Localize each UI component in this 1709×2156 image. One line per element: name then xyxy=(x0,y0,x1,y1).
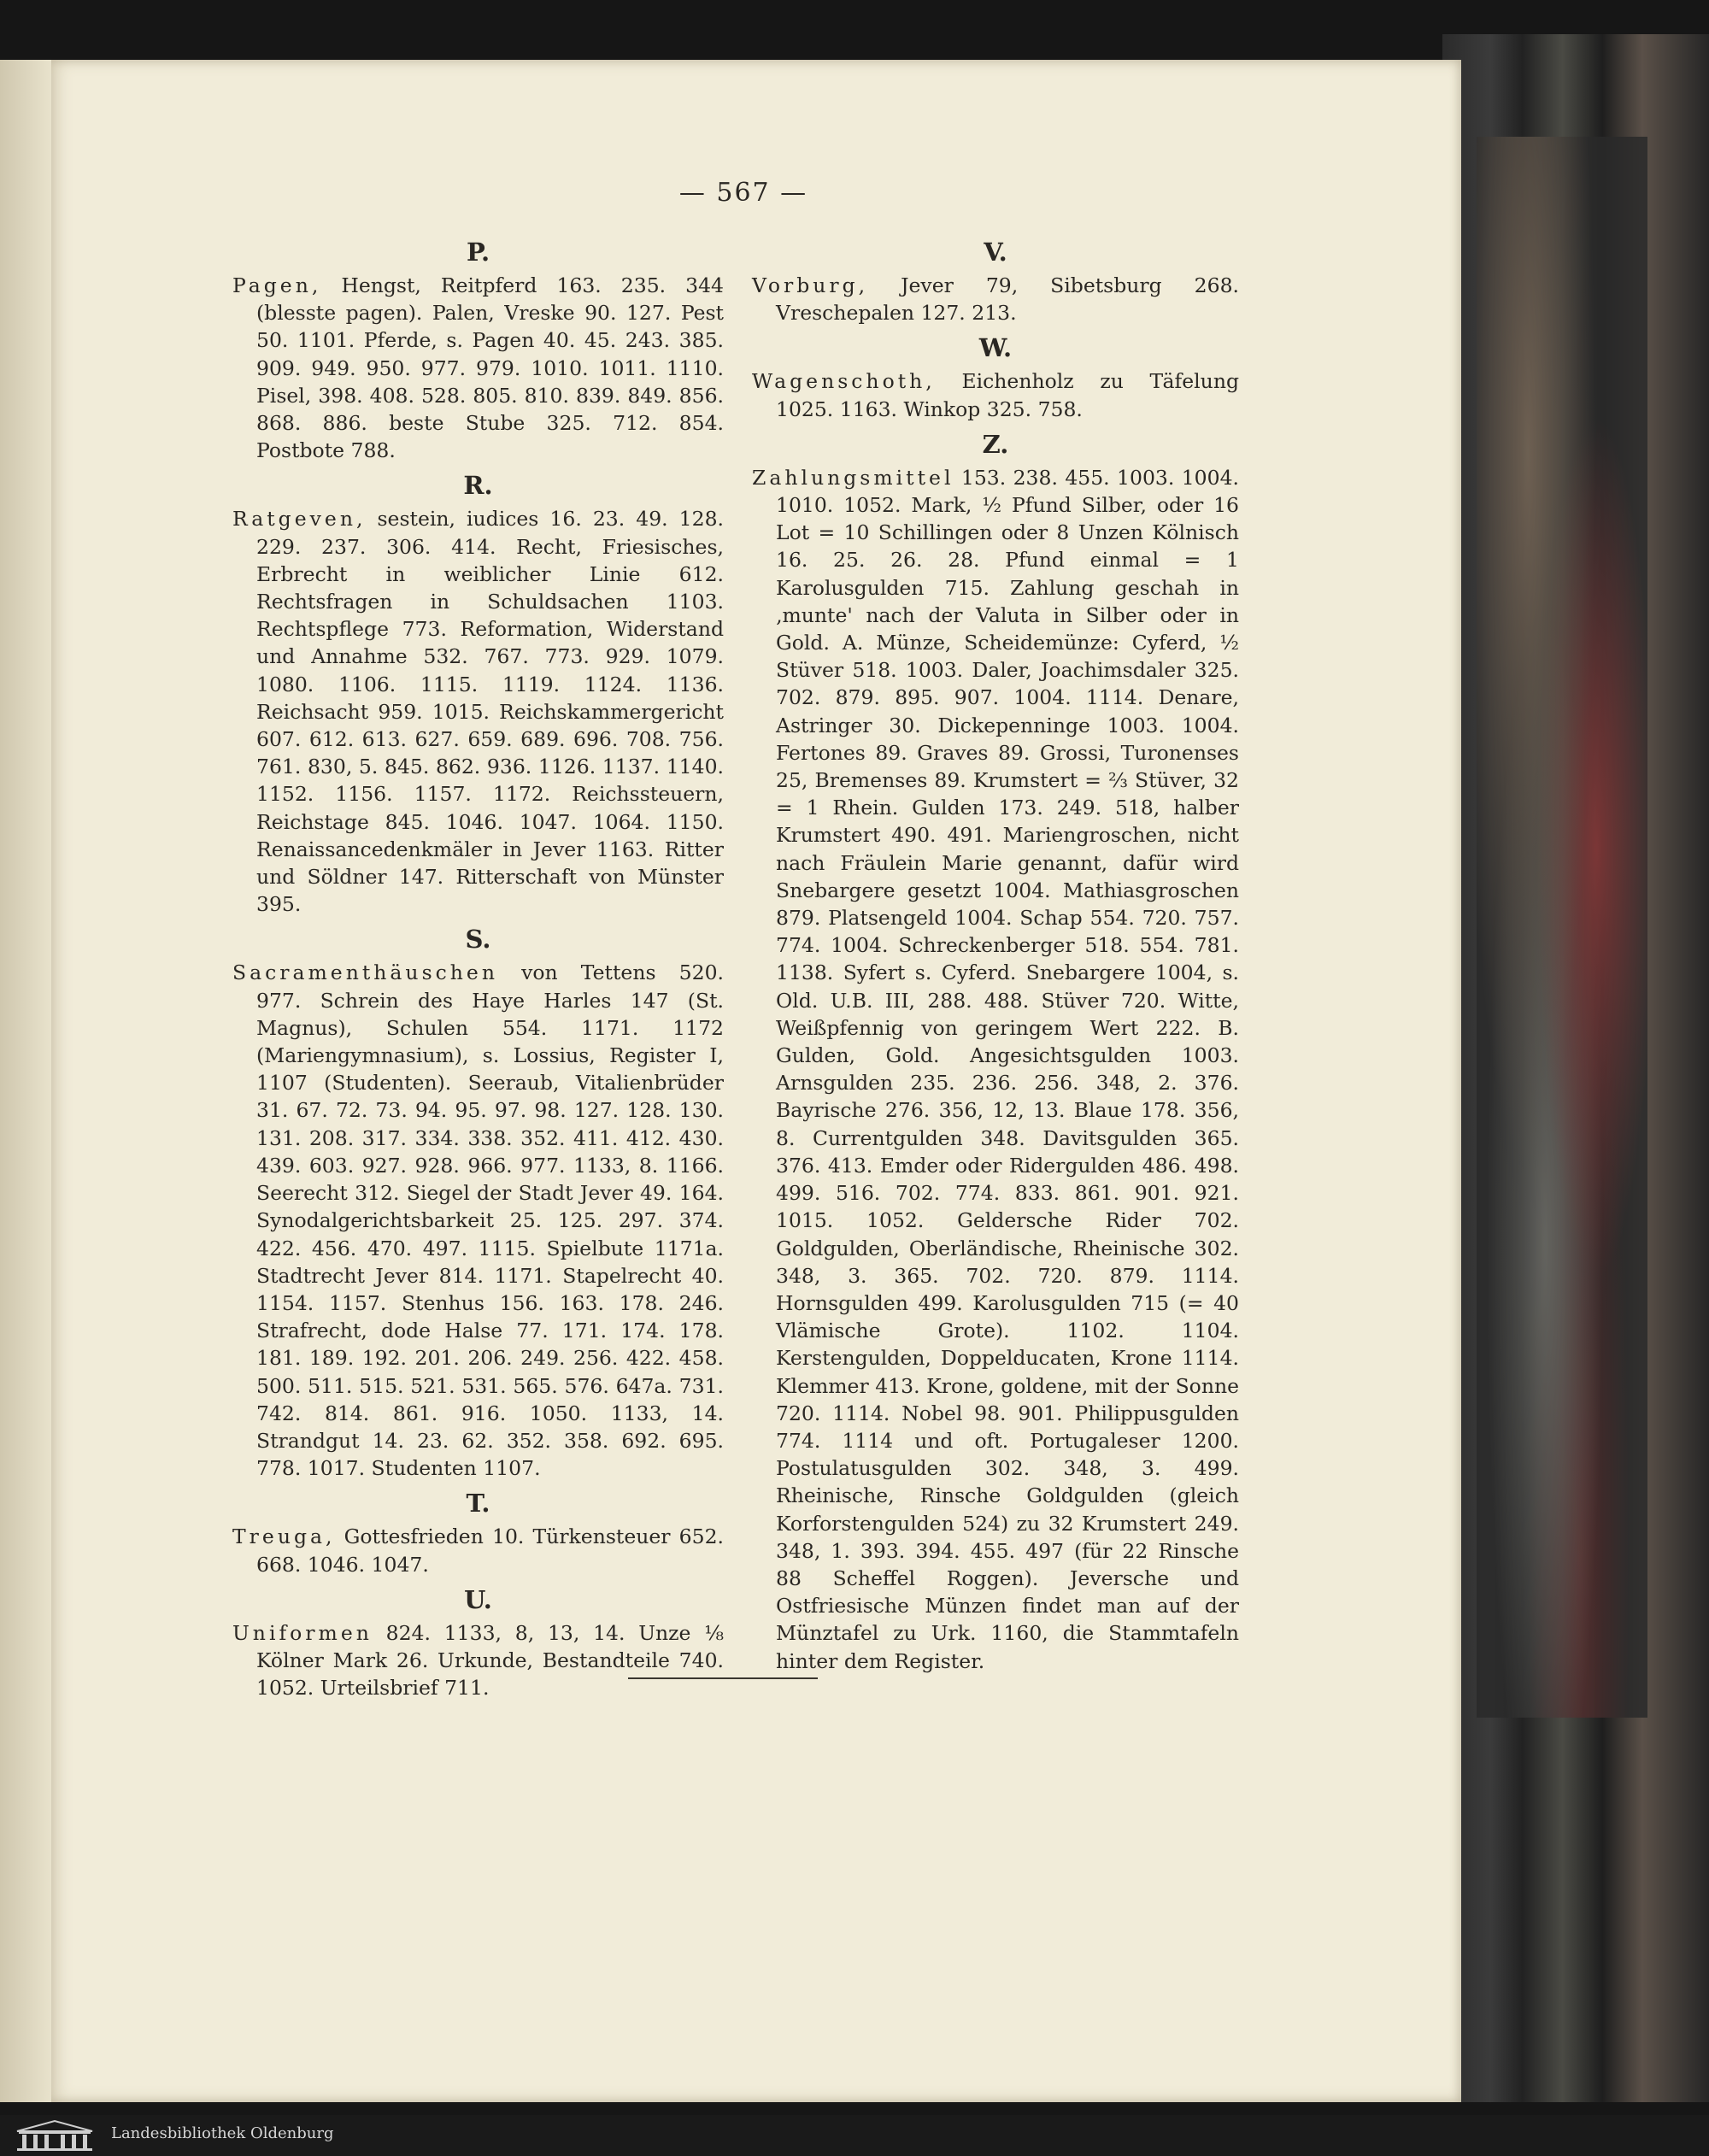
right-column xyxy=(752,231,1239,1675)
section-letter: V. xyxy=(984,238,1007,267)
entry-text: von Tettens 520. 977. Schrein des Haye Harles 147 (St. Magnus), Schulen 554. 1171. 1172 (Mariengymnasium), s. Lossius, Register I, 1107 (Studenten). Seeraub, Vitalienbrüder 31. 67. 72. 73. 94. 95. 97. 98. 127. 128. 130. 131. 208. 317. 334. 338. 352. 411. 412. 430. 439. 603. 927. 928. 966. 977. 1133, 8. 1166. Seerecht 312. Siegel der Stadt Jever 49. 164. Synodalgerichtsbarkeit 25. 125. 297. 374. 422. 456. 470. 497. 1115. Spielbute 1171a. Stadtrecht Jever 814. 1171. Stapelrecht 40. 1154. 1157. Stenhus 156. 163. 178. 246. Strafrecht, dode Halse 77. 171. 174. 178. 181. 189. 192. 201. 206. 249. 256. 422. 458. 500. 511. 515. 521. 531. 565. 576. 647a. 731. 742. 814. 861. 916. 1050. 1133, 14. Strandgut 14. 23. 62. 352. 358. 692. 695. 778. 1017. Studenten 1107. xyxy=(256,961,724,1481)
section-letter: U. xyxy=(464,1584,492,1614)
entry-lead-word: Sacramenthäuschen xyxy=(232,961,498,985)
entry-lead-word: Zahlungsmittel xyxy=(752,465,954,490)
entry-lead-word: Wagenschoth, xyxy=(752,369,936,394)
section-letter: S. xyxy=(465,925,491,955)
left-column xyxy=(232,231,724,1701)
index-section-s xyxy=(232,925,724,1482)
entry-text: 824. 1133, 8, 13, 14. Unze ⅛ Kölner Mark 26. Urkunde, Bestandteile 740. 1052. Urteilsbrief 711. xyxy=(256,1620,724,1701)
entry-text: sestein, iudices 16. 23. 49. 128. 229. 237. 306. 414. Recht, Friesisches, Erbrecht in weiblicher Linie 612. Rechtsfragen in Schuldsachen 1103. Rechtspflege 773. Reformation, Widerstand und Annahme 532. 767. 773. 929. 1079. 1080. 1106. 1115. 1119. 1124. 1136. Reichsacht 959. 1015. Reichskammergericht 607. 612. 613. 627. 659. 689. 696. 708. 756. 761. 830, 5. 845. 862. 936. 1126. 1137. 1140. 1152. 1156. 1157. 1172. Reichssteuern, Reichstage 845. 1046. 1047. 1064. 1150. Renaissancedenkmäler in Jever 1163. Ritter und Söldner 147. Ritterschaft von Münster 395. xyxy=(256,507,724,917)
section-letter: R. xyxy=(463,471,493,501)
section-letter: T. xyxy=(466,1489,490,1519)
entry-text: Eichenholz zu Täfelung 1025. 1163. Winkop 325. 758. xyxy=(776,369,1239,421)
index-entry xyxy=(232,1619,724,1702)
section-letter: W. xyxy=(978,333,1013,363)
entry-text: Hengst, Reitpferd 163. 235. 344 (blesste pagen). Palen, Vreske 90. 127. Pest 50. 1101. Pferde, s. Pagen 40. 45. 243. 385. 909. 949. 950. 977. 979. 1010. 1011. 1110. Pisel, 398. 408. 528. 805. 810. 839. 849. 856. 868. 886. beste Stube 325. 712. 854. Postbote 788. xyxy=(256,273,724,463)
page-number: — 567 — xyxy=(678,178,808,208)
marbled-cover xyxy=(1477,137,1647,1718)
index-section-u xyxy=(232,1585,724,1702)
index-section-w xyxy=(752,333,1239,422)
entry-text: 153. 238. 455. 1003. 1004. 1010. 1052. Mark, ½ Pfund Silber, oder 16 Lot = 10 Schillingen oder 8 Unzen Kölnisch 16. 25. 26. 28. Pfund einmal = 1 Karolusgulden 715. Zahlung geschah in ‚munte' nach der Valuta in Silber oder in Gold. A. Münze, Scheidemünze: Cyferd, ½ Stüver 518. 1003. Daler, Joachimsdaler 325. 702. 879. 895. 907. 1004. 1114. Denare, Astringer 30. Dickepenninge 1003. 1004. Fertones 89. Graves 89. Grossi, Turonenses 25, Bremenses 89. Krumstert = ⅔ Stüver, 32 = 1 Rhein. Gulden 173. 249. 518, halber Krumstert 490. 491. Mariengroschen, nicht nach Fräulein Marie genannt, dafür wird Snebargere gesetzt 1004. Mathiasgroschen 879. Platsengeld 1004. Schap 554. 720. 757. 774. 1004. Schreckenberger 518. 554. 781. 1138. Syfert s. Cyferd. Snebargere 1004, s. Old. U.B. III, 288. 488. Stüver 720. Witte, Weißpfennig von geringem Wert 222. B. Gulden, Gold. Angesichtsgulden 1003. Arnsgulden 235. 236. 256. 348, 2. 376. Bayrische 276. 356, 12, 13. Blaue 178. 356, 8. Currentgulden 348. Davitsgulden 365. 376. 413. Emder oder Ridergulden 486. 498. 499. 516. 702. 774. 833. 861. 901. 921. 1015. 1052. Geldersche Rider 702. Goldgulden, Oberländische, Rheinische 302. 348, 3. 365. 702. 720. 879. 1114. Hornsgulden 499. Karolusgulden 715 (= 40 Vlämische Grote). 1102. 1104. Kerstengulden, Doppelducaten, Krone 1114. Klemmer 413. Krone, goldene, mit der Sonne 720. 1114. Nobel 98. 901. Philippusgulden 774. 1114 und oft. Portugaleser 1200. Postulatusgulden 302. 348, 3. 499. Rheinische, Rinsche Goldgulden (gleich Korforstengulden 524) zu 32 Krumstert 249. 348, 1. 393. 394. 455. 497 (für 22 Rinsche 88 Scheffel Roggen). Jeversche und Ostfriesische Münzen findet man auf der Münztafel zu Urk. 1160, die Stammtafeln hinter dem Register. xyxy=(776,465,1239,1673)
index-entry xyxy=(232,1523,724,1577)
index-entry xyxy=(752,464,1239,1675)
index-section-v xyxy=(752,238,1239,326)
entry-text: Jever 79, Sibetsburg 268. Vreschepalen 127. 213. xyxy=(776,273,1239,326)
entry-lead-word: Vorburg, xyxy=(752,273,869,297)
index-entry xyxy=(752,272,1239,326)
index-section-r xyxy=(232,471,724,918)
entry-text: Gottesfrieden 10. Türkensteuer 652. 668. 1046. 1047. xyxy=(256,1524,724,1577)
entry-lead-word: Pagen, xyxy=(232,273,322,297)
index-section-t xyxy=(232,1489,724,1577)
section-letter: P. xyxy=(466,238,490,267)
index-entry xyxy=(232,272,724,464)
section-letter: Z. xyxy=(982,429,1009,459)
closing-rule xyxy=(628,1677,818,1679)
left-page-edge xyxy=(0,60,53,2102)
entry-lead-word: Treuga, xyxy=(232,1524,336,1549)
index-section-z xyxy=(752,430,1239,1675)
index-entry xyxy=(752,367,1239,422)
index-entry xyxy=(232,959,724,1482)
footer-library-name: Landesbibliothek Oldenburg xyxy=(111,2124,334,2142)
index-section-p xyxy=(232,238,724,464)
library-building-icon xyxy=(10,2119,99,2152)
entry-lead-word: Ratgeven, xyxy=(232,507,367,532)
entry-lead-word: Uniformen xyxy=(232,1620,373,1645)
index-entry xyxy=(232,505,724,918)
